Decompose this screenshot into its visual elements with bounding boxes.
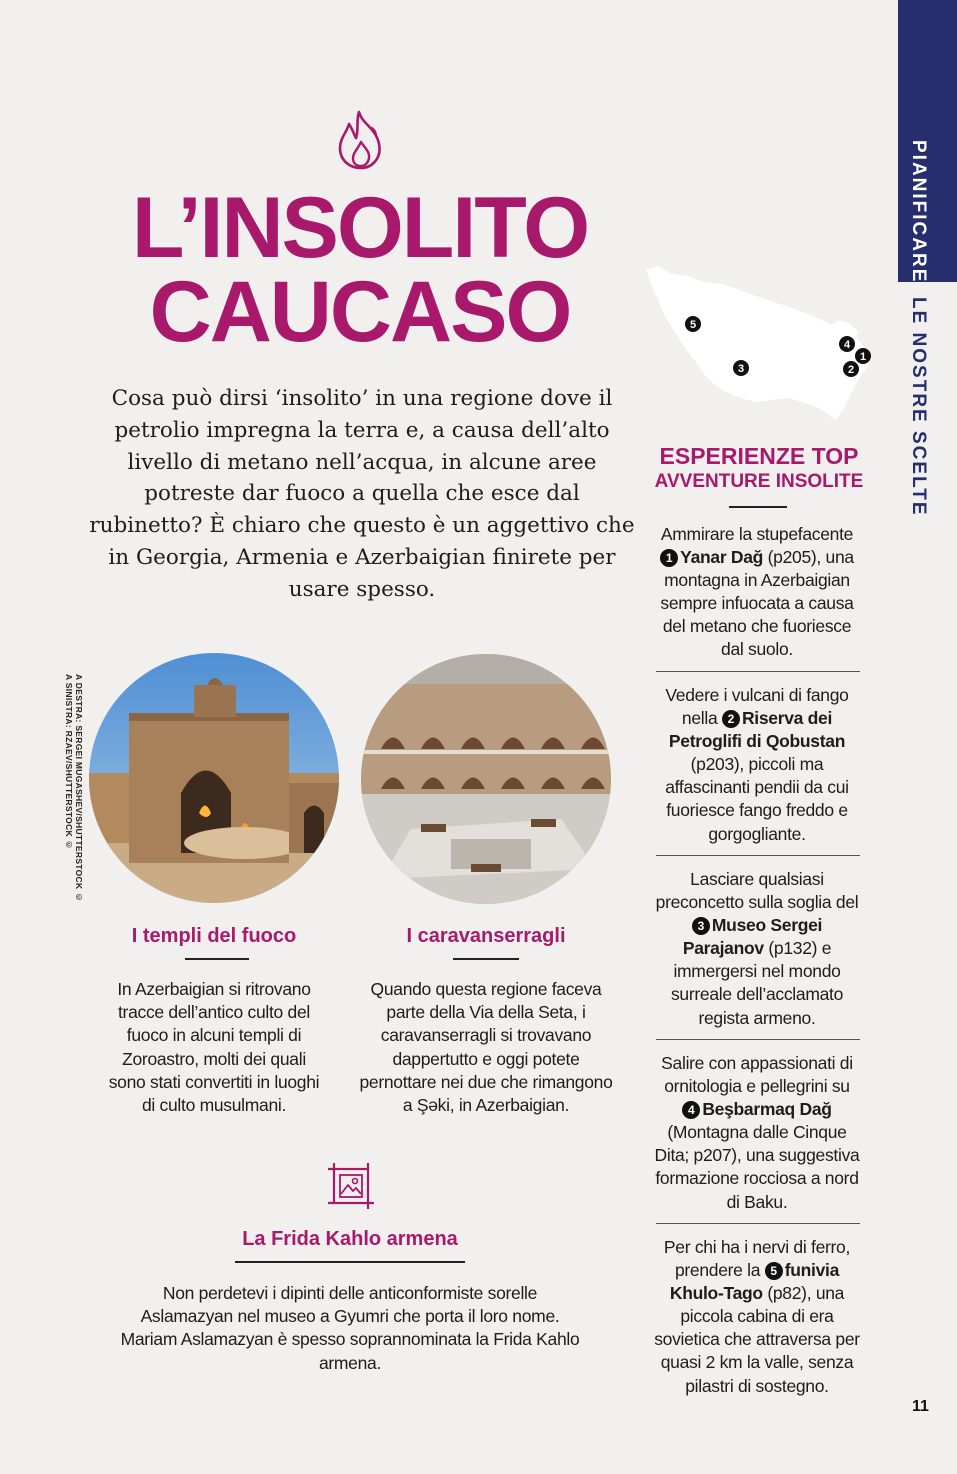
flame-icon	[332, 108, 390, 172]
experiences-subtitle: AVVENTURE INSOLITE	[654, 471, 864, 492]
map-marker-5	[685, 316, 701, 332]
feature-rule	[235, 1261, 465, 1263]
section-label: PIANIFICARE	[908, 140, 929, 284]
item-separator	[656, 855, 860, 856]
item-separator	[656, 671, 860, 672]
number-badge: 2	[722, 710, 740, 728]
experience-post: (Montagna dalle Cinque Dita; p207), una suggestiva formazione rocciosa a nord di Baku.	[654, 1122, 860, 1212]
svg-text:5: 5	[689, 319, 697, 331]
number-badge: 4	[682, 1101, 700, 1119]
region-map	[644, 262, 876, 424]
credit-right: A DESTRA: SERGEI MUGASHEV/SHUTTERSTOCK ©	[74, 674, 84, 903]
svg-text:1: 1	[859, 351, 867, 363]
experience-name: funivia Khulo-Tago	[669, 1260, 840, 1304]
experience-pre: Lasciare qualsiasi preconcetto sulla soglia del	[655, 869, 859, 913]
experience-post: (p132) e immergersi nel mondo surreale dell’acclamato regista armeno.	[670, 938, 844, 1028]
feature-text-frida-kahlo: Non perdetevi i dipinti delle anticonformiste sorelle Aslamazyan nel museo a Gyumri che porta il loro nome. Mariam Aslamazyan è spesso soprannominata la Frida Kahlo armena.	[120, 1283, 580, 1373]
chapter-label: LE NOSTRE SCELTE	[908, 297, 929, 517]
experience-pre: Per chi ha i nervi di ferro, prendere la	[663, 1237, 851, 1281]
experience-pre: Salire con appassionati di ornitologia e pellegrini su	[661, 1053, 853, 1097]
credit-left: A SINISTRA: RZAEV/SHUTTERSTOCK ©	[64, 674, 74, 850]
page-number: 11	[912, 1398, 929, 1415]
title-line-1: L’INSOLITO	[131, 180, 589, 276]
svg-text:4: 4	[843, 339, 851, 351]
experience-item	[654, 523, 860, 662]
feature-title-fire-temples: I templi del fuoco	[131, 925, 297, 947]
feature-title-frida-kahlo: La Frida Kahlo armena	[242, 1228, 458, 1250]
map-marker-4	[839, 336, 855, 352]
number-badge: 3	[692, 917, 710, 935]
feature-text-fire-temples: In Azerbaigian si ritrovano tracce dell’antico culto del fuoco in alcuni templi di Zoroastro, molti dei quali sono stati convertiti in luoghi di culto musulmani.	[108, 979, 320, 1116]
title-line-2: CAUCASO	[149, 264, 571, 360]
number-badge: 5	[765, 1262, 783, 1280]
map-marker-1	[855, 348, 871, 364]
experience-name: Riserva dei Petroglifi di Qobustan	[668, 708, 846, 752]
number-badge: 1	[660, 549, 678, 567]
experience-item	[654, 1052, 860, 1214]
svg-text:3: 3	[737, 363, 745, 375]
experience-name: Museo Sergei Parajanov	[682, 915, 823, 959]
feature-text-caravanserai: Quando questa regione faceva parte della Via della Seta, i caravanserragli si trovavano dappertutto e oggi potete pernottare nei due che rimangono a Şəki, in Azerbaigian.	[359, 979, 613, 1116]
intro-paragraph: Cosa può dirsi ‘insolito’ in una regione dove il petrolio impregna la terra e, a causa dell’alto livello di metano nell’acqua, in alcune aree potreste dar fuoco a quella che esce dal rubinetto? È chiaro che questo è un aggettivo che in Georgia, Armenia e Azerbaigian finirete per usare spesso.	[89, 386, 635, 602]
experience-post: (p82), una piccola cabina di era sovietica che attraversa per quasi 2 km la valle, senza pilastri di sostegno.	[654, 1283, 860, 1396]
item-separator	[656, 1223, 860, 1224]
feature-rule	[185, 958, 249, 960]
map-marker-3	[733, 360, 749, 376]
experience-item	[654, 868, 860, 1030]
experience-post: (p203), piccoli ma affascinanti pendii da cui fuoriesce fango freddo e gorgogliante.	[665, 754, 849, 844]
feature-title-caravanserai: I caravanserragli	[406, 925, 566, 947]
photo-credits	[64, 674, 84, 902]
experience-item	[654, 684, 860, 846]
experience-post: (p205), una montagna in Azerbaigian sempre infuocata a causa del metano che fuoriesce dal suolo.	[660, 547, 854, 660]
item-separator	[656, 1039, 860, 1040]
caravanserai-photo	[361, 654, 611, 904]
experiences-rule	[729, 506, 787, 508]
page-title	[70, 180, 650, 360]
experience-name: Yanar Dağ	[680, 547, 764, 568]
fire-temple-photo	[89, 653, 339, 903]
picture-frame-icon	[325, 1160, 377, 1212]
svg-text:2: 2	[847, 364, 855, 376]
experience-pre: Vedere i vulcani di fango nella	[665, 685, 849, 729]
map-marker-2	[843, 361, 859, 377]
experience-item	[654, 1236, 860, 1398]
experience-name: Beşbarmaq Dağ	[702, 1099, 832, 1120]
experiences-title: ESPERIENZE TOP	[659, 443, 859, 469]
experience-pre: Ammirare la stupefacente	[660, 524, 854, 544]
feature-rule	[453, 958, 519, 960]
